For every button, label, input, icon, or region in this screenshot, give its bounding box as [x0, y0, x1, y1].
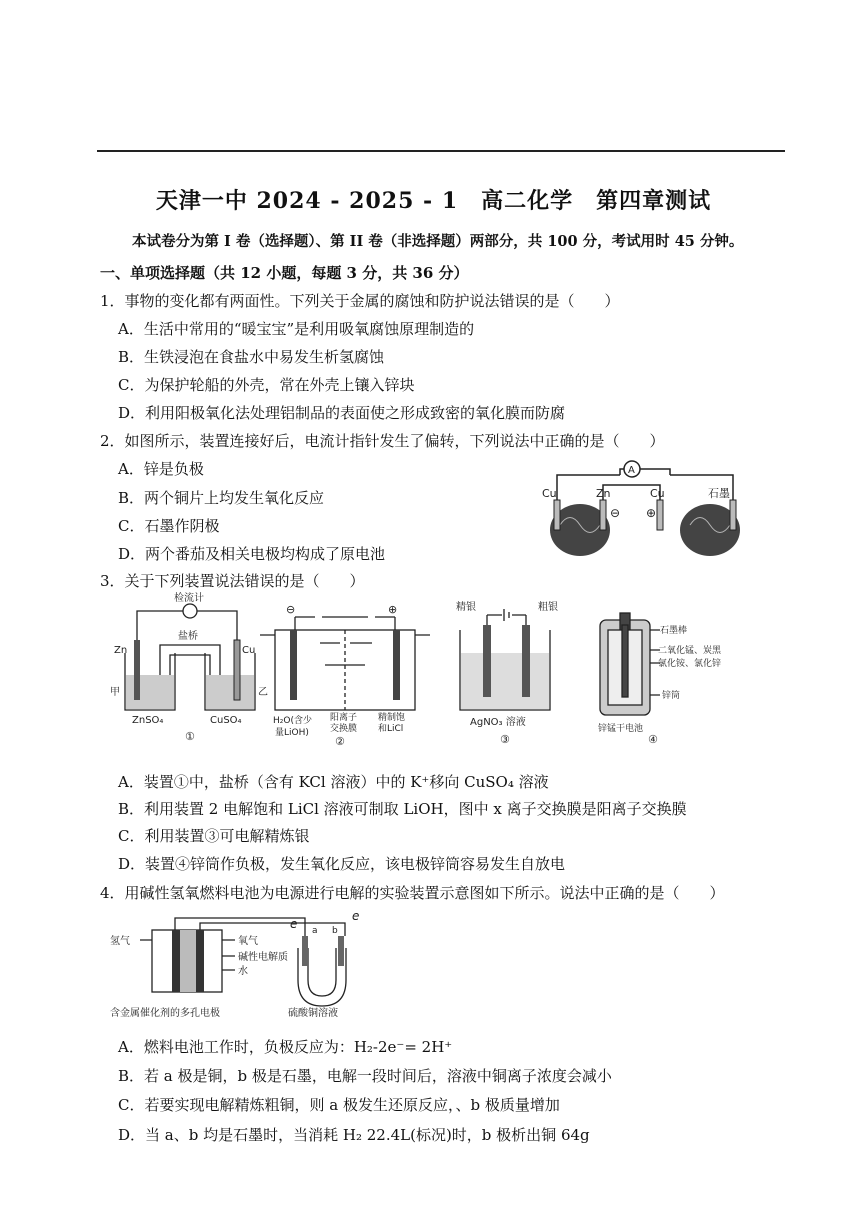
licl-label-line2: 和LiCl [378, 724, 404, 734]
question-3-option-b: B．利用装置 2 电解饱和 LiCl 溶液可制取 LiOH，图中 x 离子交换膜是阳离子交换膜 [118, 800, 687, 818]
question-3-stem: 3．关于下列装置说法错误的是（ ） [100, 572, 365, 590]
question-2-stem: 2．如图所示，装置连接好后，电流计指针发生了偏转，下列说法中正确的是（ ） [100, 432, 665, 450]
graphite-rod-label: 石墨棒 [660, 626, 688, 636]
question-2-option-a: A．锌是负极 [118, 460, 204, 478]
znso4-label: ZnSO₄ [132, 715, 164, 726]
exam-intro: 本试卷分为第 I 卷（选择题）、第 II 卷（非选择题）两部分，共 100 分，考试用时 45 分钟。 [132, 233, 744, 250]
question-4-figure-fuel-cell-electrolysis [110, 908, 390, 1023]
question-3-option-a: A．装置①中，盐桥（含有 KCl 溶液）中的 K⁺移向 CuSO₄ 溶液 [118, 773, 549, 791]
question-3-option-d: D．装置④锌筒作负极，发生氧化反应，该电极锌筒容易发生自放电 [118, 855, 566, 873]
question-2-option-c: C．石墨作阴极 [118, 517, 220, 535]
question-1-option-d: D．利用阳极氧化法处理铝制品的表面使之形成致密的氧化膜而防腐 [118, 404, 566, 422]
membrane-label-line1: 阳离子 [330, 713, 358, 723]
electron-label-2: e [352, 909, 360, 923]
question-1-option-b: B．生铁浸泡在食盐水中易发生析氢腐蚀 [118, 348, 385, 366]
pure-silver-label: 精银 [456, 602, 476, 613]
electrode-a-label: a [312, 926, 318, 936]
zinc-can-label: 锌筒 [662, 691, 681, 701]
electron-label-1: e [290, 917, 298, 931]
zn-electrode-label: Zn [114, 645, 128, 656]
porous-electrode-label: 含金属催化剂的多孔电极 [110, 1008, 220, 1019]
question-1-option-a: A．生活中常用的“暖宝宝”是利用吸氧腐蚀原理制造的 [118, 320, 475, 338]
device-4-dry-cell [600, 613, 660, 715]
cu-electrode-label: Cu [242, 645, 256, 656]
water-label: 水 [238, 966, 248, 977]
positive-terminal-icon: ⊕ [388, 603, 398, 616]
question-4-option-a: A．燃料电池工作时，负极反应为：H₂-2e⁻= 2H⁺ [118, 1038, 453, 1056]
header-rule [97, 150, 785, 152]
minus-sign-icon: ⊖ [610, 506, 621, 520]
galvanometer-label: 检流计 [174, 593, 204, 604]
hydrogen-label: 氢气 [110, 936, 130, 947]
electrode-label-cu-left: Cu [542, 487, 557, 500]
section-heading: 一、单项选择题（共 12 小题，每题 3 分，共 36 分） [100, 264, 469, 282]
dry-cell-caption: 锌锰干电池 [598, 724, 644, 734]
licl-label-line1: 精制饱 [378, 713, 406, 723]
device-4-number: ④ [648, 733, 658, 746]
oxygen-label: 氧气 [238, 936, 258, 947]
device-2-electrolysis-cell [260, 617, 430, 710]
mno2-carbon-label: 二氧化锰、炭黑 [658, 646, 722, 656]
question-2-option-d: D．两个番茄及相关电极均构成了原电池 [118, 545, 386, 563]
page-title: 天津一中 2024 - 2025 - 1 高二化学 第四章测试 [155, 188, 712, 214]
question-2-figure-tomato-cells [540, 455, 750, 575]
agno3-solution-label: AgNO₃ 溶液 [470, 717, 526, 728]
cell-jia-label: 甲 [110, 687, 120, 698]
device-1-number: ① [185, 730, 195, 743]
cell-yi-label: 乙 [258, 687, 268, 698]
salt-bridge-label: 盐桥 [178, 631, 198, 642]
question-1-stem: 1．事物的变化都有两面性。下列关于金属的腐蚀和防护说法错误的是（ ） [100, 292, 620, 310]
electrode-label-zn: Zn [596, 487, 611, 500]
nh4cl-zncl2-label: 氯化铵、氯化锌 [658, 659, 722, 669]
question-4-stem: 4．用碱性氢氧燃料电池为电源进行电解的实验装置示意图如下所示。说法中正确的是（ ） [100, 884, 725, 902]
question-4-option-d: D．当 a、b 均是石墨时，当消耗 H₂ 22.4L(标况)时，b 极析出铜 64g [118, 1126, 590, 1144]
device-3-number: ③ [500, 733, 510, 746]
ammeter-label: A [628, 465, 635, 476]
question-2-option-b: B．两个铜片上均发生氧化反应 [118, 489, 325, 507]
anolyte-label-line1: H₂O(含少 [273, 716, 312, 726]
question-1-option-c: C．为保护轮船的外壳，常在外壳上镶入锌块 [118, 376, 415, 394]
negative-terminal-icon: ⊖ [286, 603, 296, 616]
electrode-label-cu-right: Cu [650, 487, 665, 500]
electrode-label-graphite: 石墨 [708, 487, 730, 500]
membrane-label-line2: 交换膜 [330, 724, 358, 734]
device-2-number: ② [335, 735, 345, 748]
crude-silver-label: 粗银 [538, 602, 558, 613]
question-4-option-c: C．若要实现电解精炼粗铜，则 a 极发生还原反应，、b 极质量增加 [118, 1096, 560, 1114]
alkaline-electrolyte-label: 碱性电解质 [238, 952, 288, 963]
plus-sign-icon: ⊕ [646, 506, 657, 520]
question-4-option-b: B．若 a 极是铜，b 极是石墨，电解一段时间后，溶液中铜离子浓度会减小 [118, 1067, 612, 1085]
cuso4-solution-label: 硫酸铜溶液 [288, 1008, 338, 1019]
cuso4-label: CuSO₄ [210, 715, 242, 726]
electrode-b-label: b [332, 926, 338, 936]
anolyte-label-line2: 量LiOH) [275, 728, 309, 738]
question-3-figure-devices [110, 593, 722, 748]
question-3-option-c: C．利用装置③可电解精炼银 [118, 827, 310, 845]
